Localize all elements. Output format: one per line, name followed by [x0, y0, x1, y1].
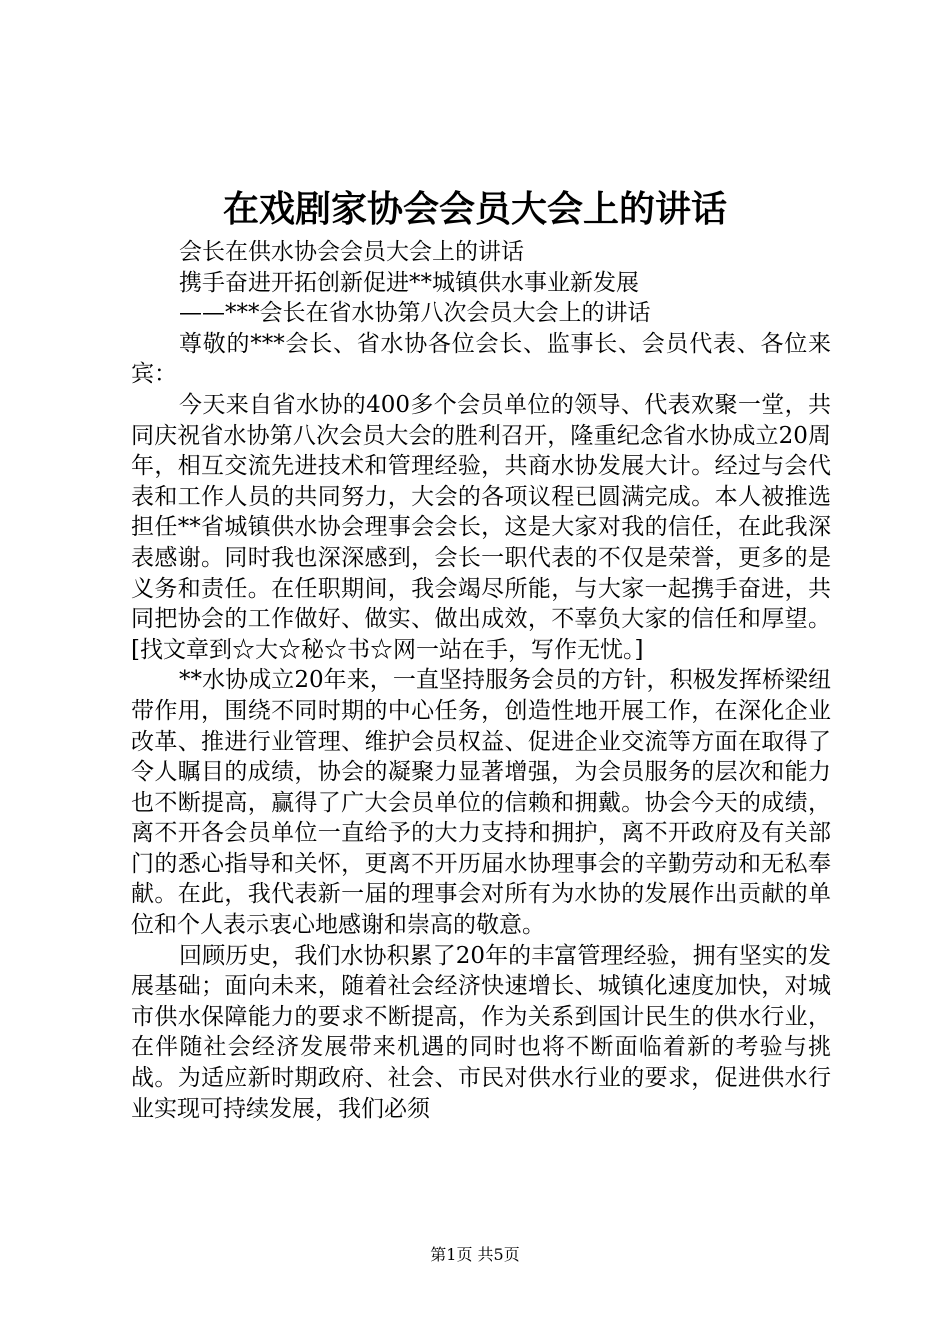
document-title: 在戏剧家协会会员大会上的讲话: [222, 188, 727, 230]
paragraph-salutation: 尊敬的***会长、省水协各位会长、监事长、会员代表、各位来宾：: [131, 330, 831, 388]
paragraph-heading: 携手奋进开拓创新促进**城镇供水事业新发展: [179, 269, 639, 296]
document-body: [131, 237, 831, 1124]
paragraph-body: 回顾历史，我们水协积累了20年的丰富管理经验，拥有坚实的发展基础；面向未来，随着社会经济快速增长、城镇化速度加快，对城市供水保障能力的要求不断提高，作为关系到国计民生的供水行业，在伴随社会经济发展带来机遇的同时也将不断面临着新的考验与挑战。为适应新时期政府、社会、市民对供水行业的要求，促进供水行业实现可持续发展，我们必须: [131, 942, 831, 1122]
paragraph-body: 今天来自省水协的400多个会员单位的领导、代表欢聚一堂，共同庆祝省水协第八次会员大会的胜利召开，隆重纪念省水协成立20周年，相互交流先进技术和管理经验，共商水协发展大计。经过与会代表和工作人员的共同努力，大会的各项议程已圆满完成。本人被推选担任**省城镇供水协会理事会会长，这是大家对我的信任，在此我深表感谢。同时我也深深感到，会长一职代表的不仅是荣誉，更多的是义务和责任。在任职期间，我会竭尽所能，与大家一起携手奋进，共同把协会的工作做好、做实、做出成效，不辜负大家的信任和厚望。[找文章到☆大☆秘☆书☆网一站在手，写作无忧。]: [131, 391, 831, 663]
page-number: 第1页 共5页: [430, 1245, 520, 1264]
paragraph-byline: ——***会长在省水协第八次会员大会上的讲话: [179, 300, 651, 327]
paragraph-body: **水协成立20年来，一直坚持服务会员的方针，积极发挥桥梁纽带作用，围绕不同时期的中心任务，创造性地开展工作，在深化企业改革、推进行业管理、维护会员权益、促进企业交流等方面在取得了令人瞩目的成绩，协会的凝聚力显著增强，为会员服务的层次和能力也不断提高，赢得了广大会员单位的信赖和拥戴。协会今天的成绩，离不开各会员单位一直给予的大力支持和拥护，离不开政府及有关部门的悉心指导和关怀，更离不开历届水协理事会的辛勤劳动和无私奉献。在此，我代表新一届的理事会对所有为水协的发展作出贡献的单位和个人表示衷心地感谢和崇高的敬意。: [131, 667, 831, 939]
paragraph-subtitle: 会长在供水协会会员大会上的讲话: [179, 239, 524, 265]
